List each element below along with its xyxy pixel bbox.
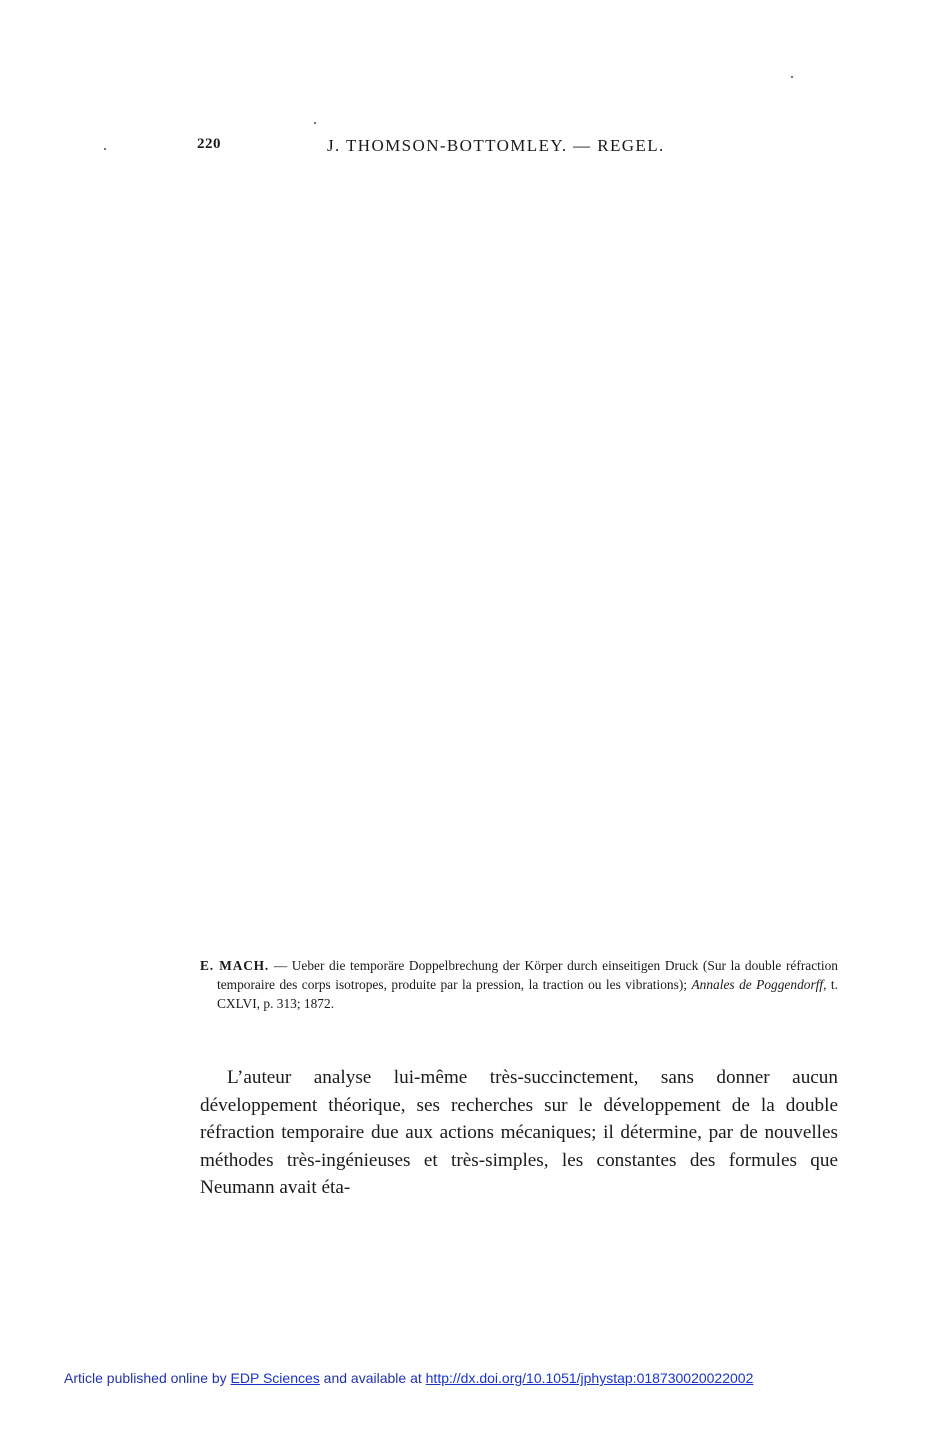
reference-title: — Ueber die temporäre Doppelbrechung der Körper durch einseitigen Druck (Sur la double réfraction temporaire des corps isotropes, produite par la pression, la traction ou les vibrations);: [217, 958, 838, 992]
reference-start: [200, 958, 269, 973]
bibliographic-reference: [200, 956, 838, 1013]
publication-footer: [64, 1370, 753, 1386]
scan-speck: [314, 122, 316, 124]
running-head: J. THOMSON-BOTTOMLEY. — REGEL.: [327, 136, 665, 155]
reference-journal: Annales de Poggendorff: [691, 977, 824, 992]
page-header: [197, 136, 837, 160]
reference-details: , t. CXLVI, p. 313; 1872.: [217, 977, 839, 1011]
scan-speck: [104, 148, 106, 150]
footer-prefix: Article published online by: [64, 1370, 231, 1386]
footer-middle: and available at: [319, 1370, 426, 1386]
page-number: 220: [197, 136, 221, 152]
body-paragraph: L’auteur analyse lui-même très-succinctement, sans donner aucun développement théorique, ses recherches sur le développement de la double réfraction temporaire due aux actions mécaniques; il détermine, par de nouvelles méthodes très-ingénieuses et très-simples, les constantes des formules que Neumann avait éta-: [200, 1067, 838, 1198]
publisher-link[interactable]: EDP Sciences: [230, 1370, 320, 1386]
scan-speck: [791, 76, 793, 78]
doi-link[interactable]: http://dx.doi.org/10.1051/jphystap:018730020022002: [425, 1370, 754, 1386]
reference-author: E. MACH.: [200, 958, 270, 973]
